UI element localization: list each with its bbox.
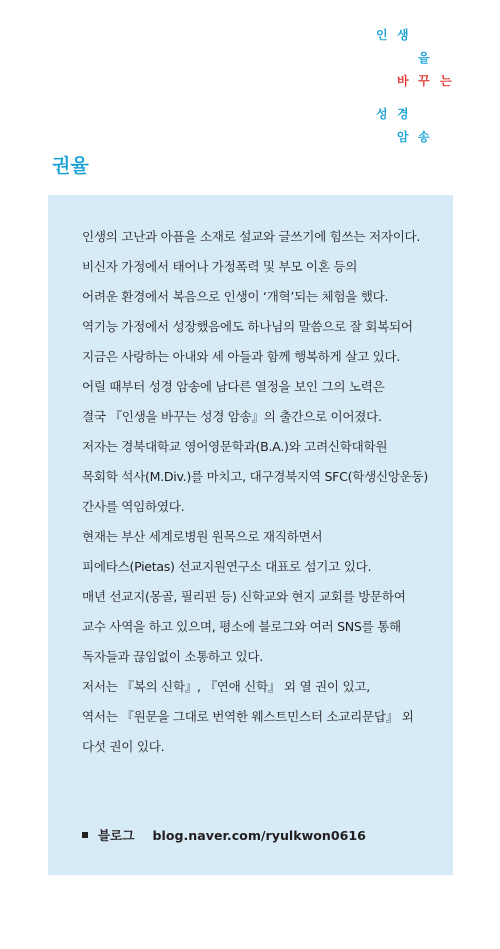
title-char: 는 bbox=[440, 74, 452, 88]
author-bio-box bbox=[48, 195, 453, 875]
blog-url[interactable]: blog.naver.com/ryulkwon0616 bbox=[152, 828, 366, 843]
bio-line: 목회학 석사(M.Div.)를 마치고, 대구경북지역 SFC(학생신앙운동) bbox=[82, 469, 429, 484]
square-bullet-icon bbox=[82, 832, 88, 838]
bio-line: 저서는 『복의 신학』, 『연애 신학』 외 열 권이 있고, bbox=[82, 679, 370, 694]
bio-line: 저자는 경북대학교 영어영문학과(B.A.)와 고려신학대학원 bbox=[82, 439, 388, 454]
bio-line: 매년 선교지(몽골, 필리핀 등) 신학교와 현지 교회를 방문하여 bbox=[82, 589, 406, 604]
blog-label: 블로그 bbox=[98, 828, 135, 843]
bio-line: 어려운 환경에서 복음으로 인생이 ‘개혁’되는 체험을 했다. bbox=[82, 289, 389, 304]
title-char: 인 bbox=[376, 28, 388, 42]
bio-line: 다섯 권이 있다. bbox=[82, 739, 165, 754]
bio-line: 결국 『인생을 바꾸는 성경 암송』의 출간으로 이어졌다. bbox=[82, 409, 382, 424]
blog-line bbox=[82, 827, 366, 845]
title-char: 을 bbox=[418, 51, 430, 65]
bio-line: 지금은 사랑하는 아내와 세 아들과 함께 행복하게 살고 있다. bbox=[82, 349, 401, 364]
title-char: 경 bbox=[397, 107, 409, 121]
author-name: 권율 bbox=[52, 155, 89, 177]
title-char: 생 bbox=[397, 28, 409, 42]
bio-line: 역기능 가정에서 성장했음에도 하나님의 말씀으로 잘 회복되어 bbox=[82, 319, 413, 334]
bio-line: 역서는 『원문을 그대로 번역한 웨스트민스터 소교리문답』 외 bbox=[82, 709, 414, 724]
title-char: 꾸 bbox=[418, 74, 430, 88]
bio-line: 비신자 가정에서 태어나 가정폭력 및 부모 이혼 등의 bbox=[82, 259, 358, 274]
bio-line: 교수 사역을 하고 있으며, 평소에 블로그와 여러 SNS를 통해 bbox=[82, 619, 401, 634]
bio-line: 피에타스(Pietas) 선교지원연구소 대표로 섬기고 있다. bbox=[82, 559, 372, 574]
bio-line: 간사를 역임하였다. bbox=[82, 499, 185, 514]
book-title bbox=[366, 24, 476, 154]
title-char: 성 bbox=[376, 107, 388, 121]
title-char: 송 bbox=[418, 130, 430, 144]
bio-line: 인생의 고난과 아픔을 소재로 설교와 글쓰기에 힘쓰는 저자이다. bbox=[82, 229, 421, 244]
title-char: 바 bbox=[397, 74, 409, 88]
bio-line: 독자들과 끊임없이 소통하고 있다. bbox=[82, 649, 263, 664]
bio-line: 현재는 부산 세계로병원 원목으로 재직하면서 bbox=[82, 529, 323, 544]
bio-line: 어릴 때부터 성경 암송에 남다른 열정을 보인 그의 노력은 bbox=[82, 379, 385, 394]
title-char: 암 bbox=[397, 130, 409, 144]
